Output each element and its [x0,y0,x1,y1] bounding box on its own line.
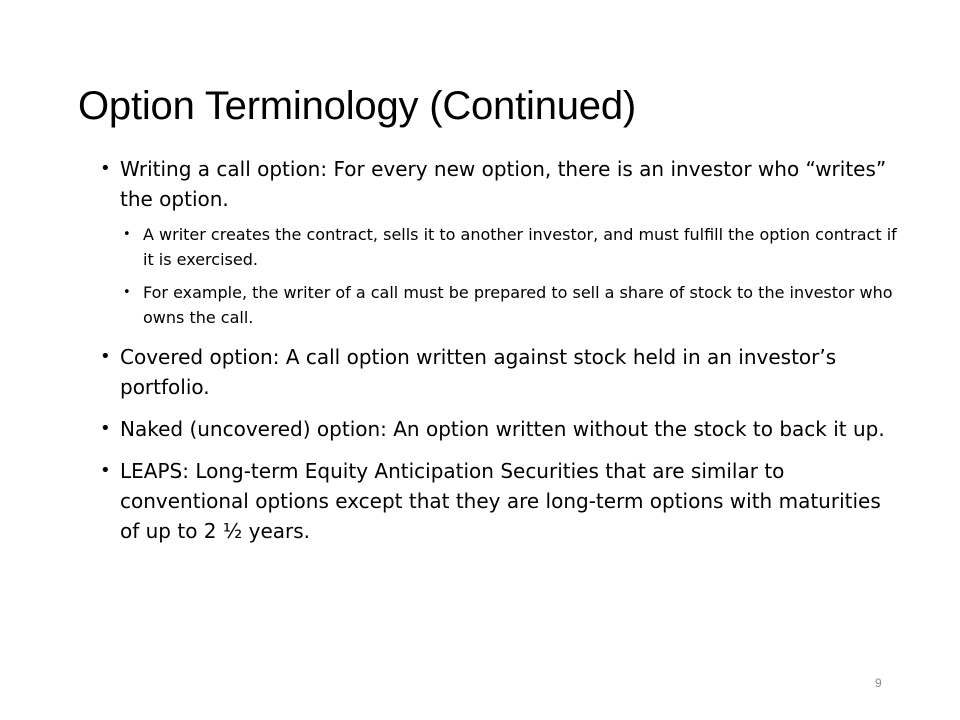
bullet-item-naked-option [100,414,900,444]
sub-bullet-text: For example, the writer of a call must be prepared to sell a share of stock to the investor who owns the call. [143,283,893,327]
bullet-list [100,154,900,558]
sub-bullet-item [123,280,900,330]
bullet-text: Writing a call option: For every new option, there is an investor who “writes” the option. [120,157,887,211]
bullet-item-writing-call [100,154,900,330]
bullet-text: LEAPS: Long-term Equity Anticipation Securities that are similar to conventional options except that they are long-term options with maturities of up to 2 ½ years. [120,459,881,543]
bullet-text: Covered option: A call option written against stock held in an investor’s portfolio. [120,345,837,399]
bullet-item-leaps [100,456,900,546]
bullet-item-covered-option [100,342,900,402]
bullet-icon: • [123,227,131,242]
slide-title: Option Terminology (Continued) [78,84,637,128]
bullet-icon: • [100,158,111,179]
bullet-icon: • [100,418,111,439]
bullet-icon: • [100,460,111,481]
bullet-icon: • [100,346,111,367]
sub-bullet-list [120,222,900,330]
page-number: 9 [875,676,882,690]
sub-bullet-text: A writer creates the contract, sells it to another investor, and must fulfill the option contract if it is exercised. [143,225,897,269]
bullet-text: Naked (uncovered) option: An option written without the stock to back it up. [120,417,885,441]
bullet-icon: • [123,285,131,300]
sub-bullet-item [123,222,900,272]
